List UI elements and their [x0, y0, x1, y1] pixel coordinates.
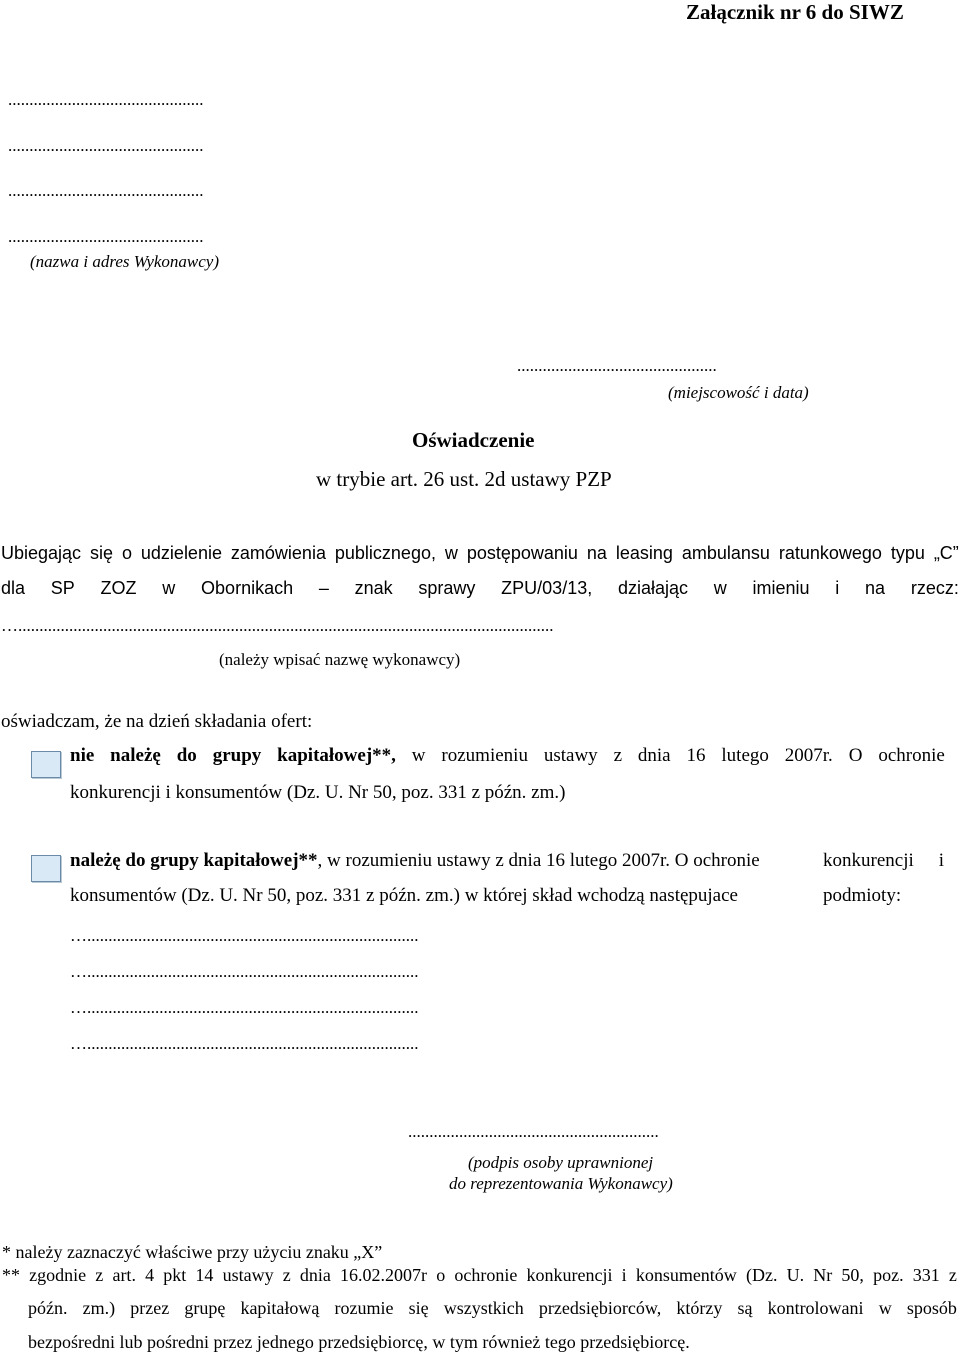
signature-caption-line-2: do reprezentowania Wykonawcy) [449, 1174, 673, 1193]
dot-line: .............................................. [8, 181, 204, 200]
place-date-caption: (miejscowość i data) [668, 383, 809, 402]
footnote-2-line-3: bezpośredni lub pośredni przez jednego przedsiębiorcę, w tym również tego przedsiębiorcę. [28, 1332, 690, 1352]
place-date-dots: ............................................... [517, 356, 717, 375]
contractor-name-caption: (należy wpisać nazwę wykonawcy) [219, 650, 461, 669]
footnote-1: * należy zaznaczyć właściwe przy użyciu znaku „X” [2, 1242, 383, 1262]
page-title: Oświadczenie [412, 428, 535, 452]
intro-line-2: dla SP ZOZ w Obornikach – znak sprawy ZPU/03/13, działając w imieniu i na rzecz: [1, 578, 959, 598]
dot-line: .............................................. [8, 227, 204, 246]
footnote-2-line-1: ** zgodnie z art. 4 pkt 14 ustawy z dnia 16.02.2007r o ochronie konkurencji i konsumentów (Dz. U. Nr 50, poz. 331 z [2, 1265, 957, 1285]
entity-dot-line: ….............................................................................. [70, 998, 419, 1017]
option-not-member-line-1: nie należę do grupy kapitałowej**, w rozumieniu ustawy z dnia 16 lutego 2007r. O ochronie [70, 745, 945, 766]
declaration-line: oświadczam, że na dzień składania ofert: [1, 711, 313, 732]
option-not-member-line-2: konkurencji i konsumentów (Dz. U. Nr 50, poz. 331 z późn. zm.) [70, 782, 566, 803]
dot-line: .............................................. [8, 90, 204, 109]
option-member-line-2: konsumentów (Dz. U. Nr 50, poz. 331 z późn. zm.) w której skład wchodzą następujace [70, 885, 738, 906]
intro-line-1: Ubiegając się o udzielenie zamówienia publicznego, w postępowaniu na leasing ambulansu ratunkowego typu „C” [1, 543, 959, 563]
option-member-line-1-tail: konkurencji i [823, 850, 944, 871]
option-member-checkbox[interactable] [31, 855, 61, 882]
contractor-caption: (nazwa i adres Wykonawcy) [30, 252, 220, 271]
dot-line: .............................................. [8, 136, 204, 155]
annex-label: Załącznik nr 6 do SIWZ [686, 0, 904, 24]
signature-caption-line-1: (podpis osoby uprawnionej [468, 1153, 654, 1172]
entity-dot-line: ….............................................................................. [70, 1034, 419, 1053]
option-member-line-1: należę do grupy kapitałowej**, w rozumieniu ustawy z dnia 16 lutego 2007r. O ochronie [70, 850, 760, 871]
option-not-member-checkbox[interactable] [31, 751, 61, 778]
footnote-2-line-2: późn. zm.) przez grupę kapitałową rozumie się wszystkich przedsiębiorców, którzy są kontrolowani w sposób [28, 1298, 957, 1318]
page-subtitle: w trybie art. 26 ust. 2d ustawy PZP [316, 467, 612, 491]
signature-dots: ........................................................... [408, 1122, 659, 1141]
entity-dot-line: ….............................................................................. [70, 926, 419, 945]
entity-dot-line: ….............................................................................. [70, 962, 419, 981]
contractor-name-dots: ….............................................................................................................................. [1, 616, 554, 635]
option-member-line-2-tail: podmioty: [823, 885, 902, 906]
